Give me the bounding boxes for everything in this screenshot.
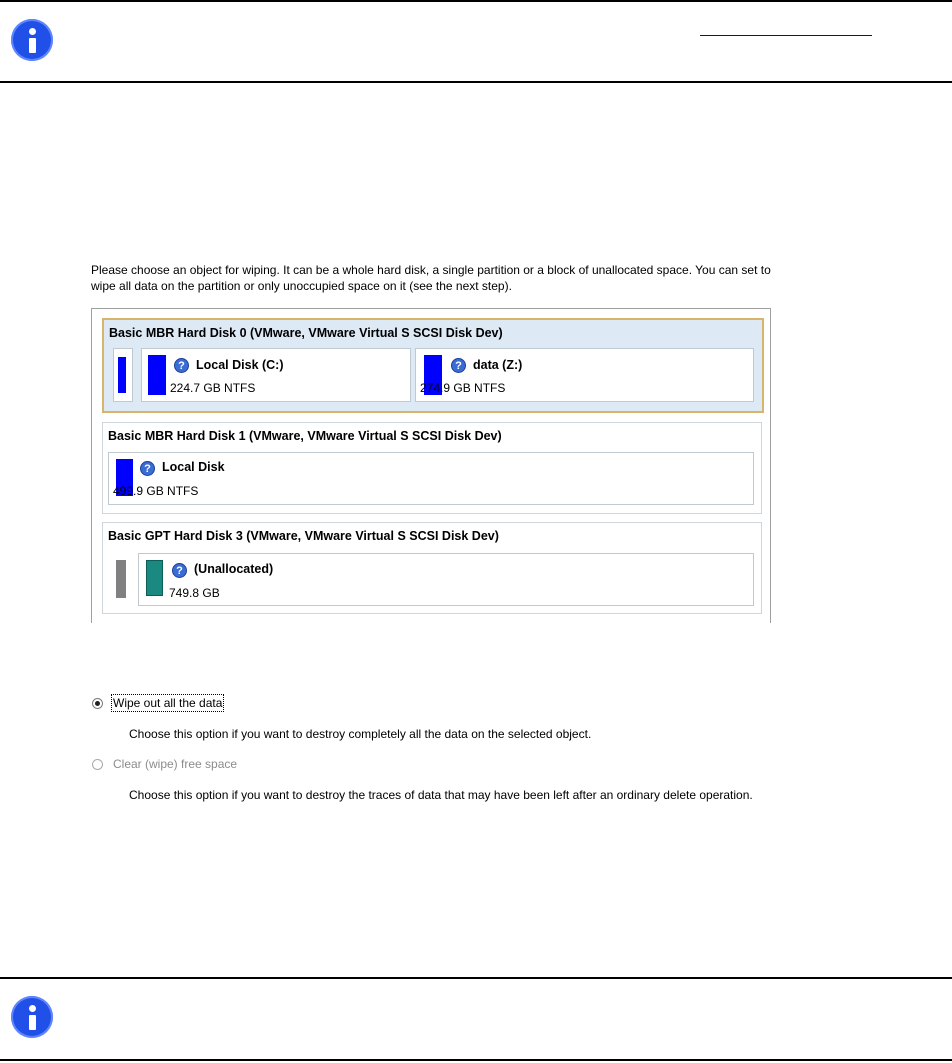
intro-text: Please choose an object for wiping. It can be a whole hard disk, a single partition or a block of unallocated space. You can set to wipe all data on the partition or only unoccupied space on it (see the next step).: [91, 263, 771, 293]
wipe-all-radio[interactable]: [92, 698, 103, 709]
wipe-all-description: Choose this option if you want to destroy completely all the data on the selected object.: [129, 727, 592, 741]
partition-name: data (Z:): [473, 358, 523, 372]
question-icon: ?: [451, 358, 466, 373]
partition-z[interactable]: [415, 348, 754, 402]
disk-title: Basic MBR Hard Disk 1 (VMware, VMware Virtual S SCSI Disk Dev): [108, 429, 502, 443]
top-note-border-top: [0, 0, 952, 2]
system-partition-block[interactable]: [113, 348, 133, 402]
partition-size: 499.9 GB NTFS: [113, 484, 199, 498]
wipe-all-label[interactable]: Wipe out all the data: [113, 696, 223, 710]
question-icon: ?: [172, 563, 187, 578]
partition-name: Local Disk (C:): [196, 358, 284, 372]
disk-title: Basic MBR Hard Disk 0 (VMware, VMware Virtual S SCSI Disk Dev): [109, 326, 503, 340]
question-icon: ?: [174, 358, 189, 373]
disk-title: Basic GPT Hard Disk 3 (VMware, VMware Virtual S SCSI Disk Dev): [108, 529, 499, 543]
info-icon: [11, 996, 53, 1038]
info-icon: [11, 19, 53, 61]
hyperlink-underline[interactable]: [700, 35, 872, 36]
partition-name: Local Disk: [162, 460, 225, 474]
disk-item-3[interactable]: [102, 522, 762, 614]
top-note-border-bottom: [0, 81, 952, 83]
partition-name: (Unallocated): [194, 562, 274, 576]
partition-size: 749.8 GB: [169, 586, 220, 600]
disk-item-1[interactable]: [102, 422, 762, 514]
partition-size: 224.7 GB NTFS: [170, 381, 256, 395]
disk-item-0[interactable]: [102, 318, 764, 413]
disk-map[interactable]: [91, 308, 771, 623]
clear-free-space-label[interactable]: Clear (wipe) free space: [113, 757, 238, 771]
disk-bar: [116, 560, 126, 598]
bottom-note-border-bottom: [0, 1059, 952, 1061]
bottom-note-border-top: [0, 977, 952, 979]
partition-size: 274.9 GB NTFS: [420, 381, 506, 395]
partition-c[interactable]: [141, 348, 411, 402]
clear-free-space-radio[interactable]: [92, 759, 103, 770]
unallocated-bar: [146, 560, 163, 596]
unallocated-block[interactable]: [138, 553, 754, 606]
partition-bar: [148, 355, 166, 395]
question-icon: ?: [140, 461, 155, 476]
partition-local-disk[interactable]: [108, 452, 754, 505]
clear-free-space-description: Choose this option if you want to destroy the traces of data that may have been left after an ordinary delete operation.: [129, 788, 753, 802]
